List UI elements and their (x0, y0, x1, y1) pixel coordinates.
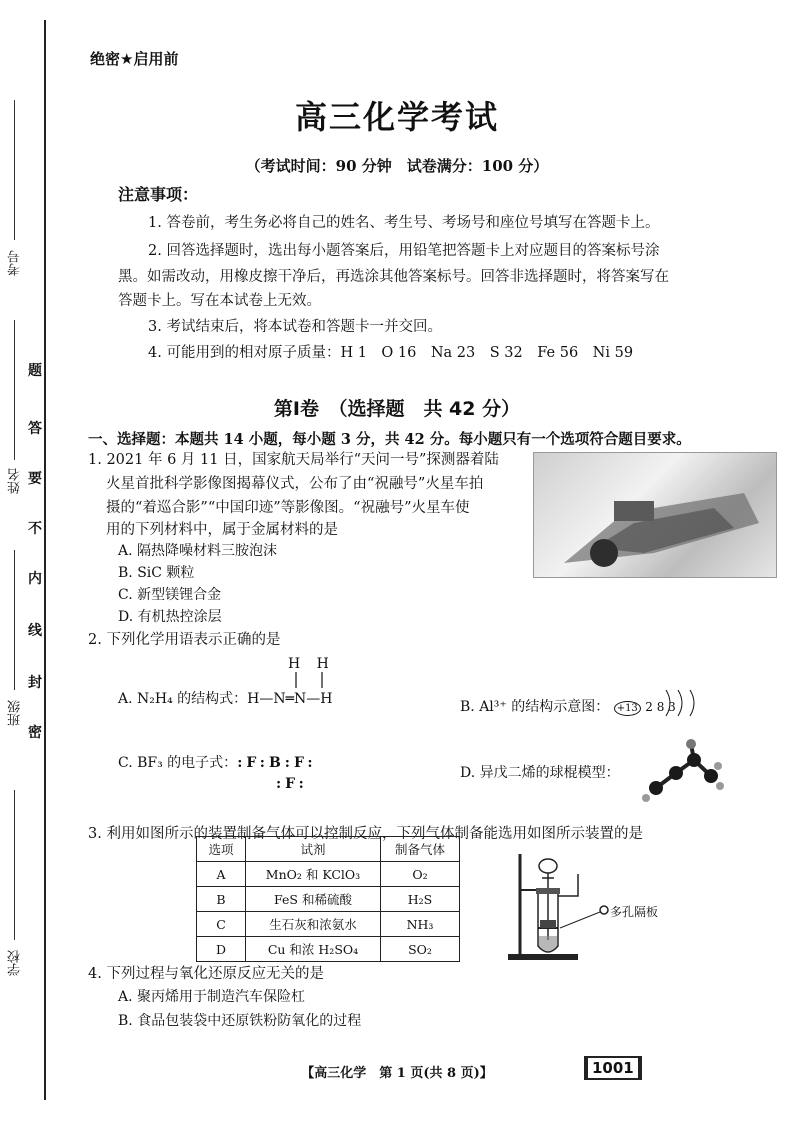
q2-d-label: D. 异戊二烯的球棍模型： (460, 765, 620, 781)
school-field-label: 学校 (8, 950, 23, 976)
q2-b-shell-arcs (664, 688, 704, 718)
notice-item: 4. 可能用到的相对原子质量：H 1 O 16 Na 23 S 32 Fe 56 Ni 59 (148, 345, 634, 361)
q2-option-b[interactable] (460, 696, 676, 716)
binding-char: 密 (28, 725, 42, 741)
table-cell: NH₃ (381, 912, 460, 937)
table-cell: H₂S (381, 887, 460, 912)
table-cell: SO₂ (381, 937, 460, 962)
q1-option-c[interactable]: C. 新型镁锂合金 (118, 587, 222, 603)
section-heading: 第Ⅰ卷 （选择题 共 42 分） (273, 398, 521, 420)
isoprene-ball-stick-model (636, 738, 726, 808)
q4-stem: 4. 下列过程与氧化还原反应无关的是 (88, 966, 324, 982)
q3-stem: 3. 利用如图所示的装置制备气体可以控制反应，下列气体制备能选用如图所示装置的是 (88, 826, 643, 842)
page-footer: 【高三化学 第 1 页(共 8 页)】 (301, 1066, 493, 1081)
table-cell: D (197, 937, 246, 962)
table-header-cell: 试剂 (246, 837, 381, 862)
table-row (197, 912, 460, 937)
q2-b-nucleus: +13 (614, 701, 641, 716)
class-field-label: 班级 (8, 700, 23, 726)
table-header-cell: 选项 (197, 837, 246, 862)
class-blank[interactable] (14, 550, 15, 690)
q1-option-a[interactable]: A. 隔热降噪材料三胺泡沫 (118, 543, 278, 559)
mars-rover-photo (533, 452, 777, 578)
table-cell: C (197, 912, 246, 937)
gas-generation-apparatus (500, 850, 620, 965)
exam-code: 1001 (584, 1056, 642, 1080)
q4-option-b[interactable]: B. 食品包装袋中还原铁粉防氧化的过程 (118, 1013, 362, 1029)
table-row (197, 887, 460, 912)
notice-item: 1. 答卷前，考生务必将自己的姓名、考生号、考场号和座位号填写在答题卡上。 (148, 215, 660, 231)
q1-stem-line: 火星首批科学影像图揭幕仪式，公布了由“祝融号”火星车拍 (106, 476, 484, 492)
table-cell: Cu 和浓 H₂SO₄ (246, 937, 381, 962)
binding-char: 封 (28, 675, 42, 691)
q2-a-label: A. N₂H₄ 的结构式： (118, 691, 248, 707)
notice-heading: 注意事项： (118, 185, 199, 204)
q2-stem: 2. 下列化学用语表示正确的是 (88, 632, 281, 648)
section-instruction: 一、选择题：本题共 14 小题，每小题 3 分，共 42 分。每小题只有一个选项符合题目要求。 (88, 431, 691, 448)
binding-char: 不 (28, 521, 42, 537)
table-header-row (197, 837, 460, 862)
q4-option-a[interactable]: A. 聚丙烯用于制造汽车保险杠 (118, 989, 306, 1005)
q3-reagent-table (196, 836, 460, 962)
table-row (197, 937, 460, 962)
q2-c-label: C. BF₃ 的电子式： (118, 755, 238, 771)
binding-char: 线 (28, 623, 42, 639)
q2-a-top-hydrogens: H H (288, 656, 335, 672)
exam-number-field-label: 考号 (8, 250, 23, 276)
q2-option-d[interactable] (460, 762, 620, 782)
table-cell: MnO₂ 和 KClO₃ (246, 862, 381, 887)
q1-stem-line: 用的下列材料中，属于金属材料的是 (106, 522, 338, 538)
q2-option-c[interactable] (118, 752, 317, 772)
exam-time-and-score: （考试时间：90 分钟 试卷满分：100 分） (245, 157, 549, 175)
q2-a-structural-formula: H—N═N—H (247, 691, 333, 707)
notice-item: 黑。如需改动，用橡皮擦干净后，再选涂其他答案标号。回答非选择题时，将答案写在 (118, 269, 669, 285)
table-cell: 生石灰和浓氨水 (246, 912, 381, 937)
q2-b-shells: 2 8 3 (645, 700, 676, 714)
q2-b-label: B. Al³⁺ 的结构示意图： (460, 699, 610, 715)
table-cell: B (197, 887, 246, 912)
notice-item: 答题卡上。写在本试卷上无效。 (118, 293, 321, 309)
binding-char: 要 (28, 471, 42, 487)
page-title: 高三化学考试 (294, 98, 499, 136)
table-cell: O₂ (381, 862, 460, 887)
q1-option-b[interactable]: B. SiC 颗粒 (118, 565, 195, 581)
binding-line (44, 20, 46, 1100)
q1-stem-line: 1. 2021 年 6 月 11 日，国家航天局举行“天问一号”探测器着陆 (88, 452, 499, 468)
school-blank[interactable] (14, 790, 15, 940)
name-field-label: 姓名 (8, 468, 23, 494)
q2-option-a[interactable] (118, 688, 333, 708)
binding-char: 答 (28, 421, 42, 437)
q2-c-electron-formula: :F:B:F: (237, 755, 317, 771)
table-row (197, 862, 460, 887)
confidential-mark: 绝密★启用前 (90, 50, 179, 68)
table-cell: A (197, 862, 246, 887)
binding-char: 题 (28, 363, 42, 379)
table-header-cell: 制备气体 (381, 837, 460, 862)
notice-item: 2. 回答选择题时，选出每小题答案后，用铅笔把答题卡上对应题目的答案标号涂 (148, 243, 660, 259)
porous-plate-label: 多孔隔板 (610, 905, 659, 919)
table-cell: FeS 和稀硫酸 (246, 887, 381, 912)
q1-stem-line: 摄的“着巡合影”“中国印迹”等影像图。“祝融号”火星车使 (106, 500, 470, 516)
name-blank[interactable] (14, 320, 15, 460)
q2-c-bottom-fluorine: :F: (276, 776, 308, 792)
binding-char: 内 (28, 571, 42, 587)
q1-option-d[interactable]: D. 有机热控涂层 (118, 609, 222, 625)
notice-item: 3. 考试结束后，将本试卷和答题卡一并交回。 (148, 319, 442, 335)
